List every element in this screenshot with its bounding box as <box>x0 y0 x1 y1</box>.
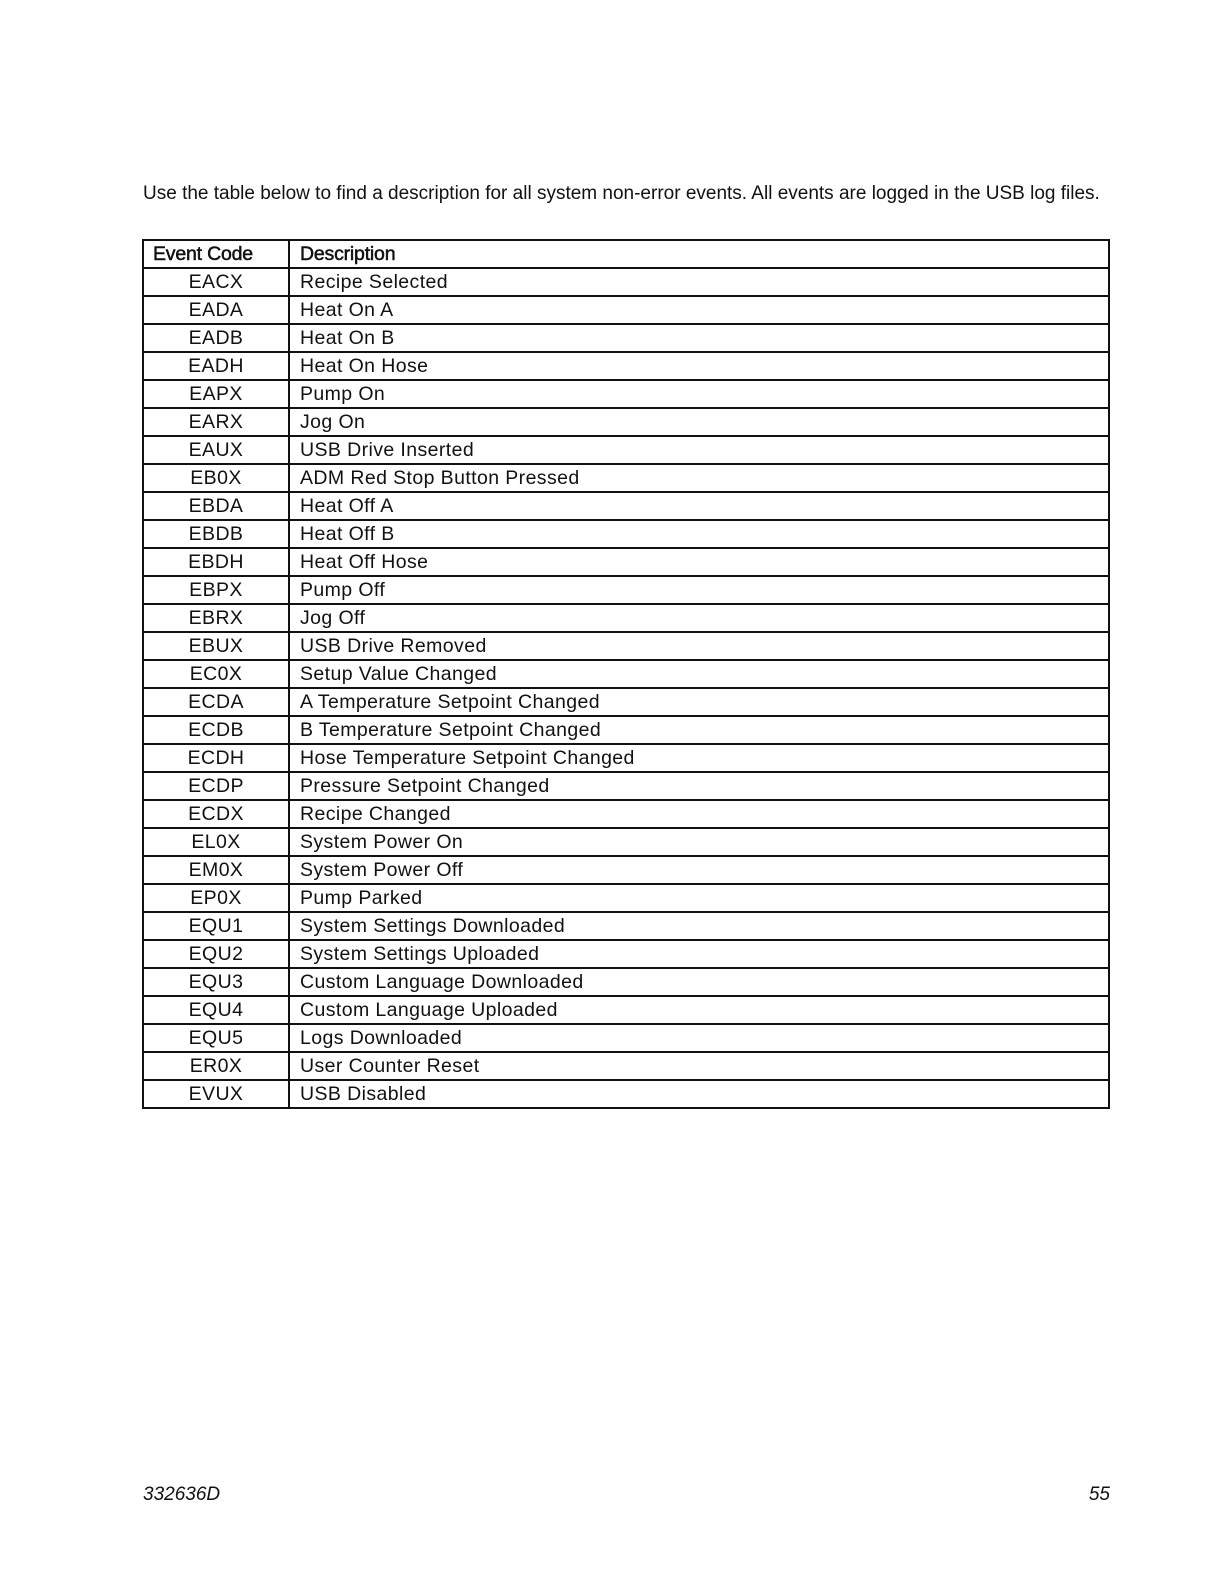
event-code-cell: EADH <box>143 352 289 380</box>
event-code-cell: EARX <box>143 408 289 436</box>
event-code-cell: EADB <box>143 324 289 352</box>
table-row <box>143 660 1109 688</box>
table-row <box>143 744 1109 772</box>
table-row <box>143 576 1109 604</box>
event-description-cell: USB Drive Removed <box>289 632 1109 660</box>
event-code-cell: EQU5 <box>143 1024 289 1052</box>
event-description-cell: Pump On <box>289 380 1109 408</box>
table-row <box>143 884 1109 912</box>
header-event-code: Event Code <box>143 240 289 268</box>
table-row <box>143 856 1109 884</box>
event-description-cell: Pressure Setpoint Changed <box>289 772 1109 800</box>
table-row <box>143 520 1109 548</box>
table-row <box>143 912 1109 940</box>
event-code-cell: EACX <box>143 268 289 296</box>
table-row <box>143 828 1109 856</box>
document-number: 332636D <box>143 1484 221 1505</box>
event-description-cell: Heat Off B <box>289 520 1109 548</box>
table-row <box>143 996 1109 1024</box>
event-code-cell: EP0X <box>143 884 289 912</box>
table-row <box>143 1080 1109 1108</box>
table-row <box>143 800 1109 828</box>
table-row <box>143 352 1109 380</box>
table-body <box>143 268 1109 1108</box>
table-row <box>143 1052 1109 1080</box>
event-code-cell: ER0X <box>143 1052 289 1080</box>
event-description-cell: Recipe Selected <box>289 268 1109 296</box>
event-description-cell: Setup Value Changed <box>289 660 1109 688</box>
event-description-cell: System Power Off <box>289 856 1109 884</box>
table-row <box>143 268 1109 296</box>
table-row <box>143 632 1109 660</box>
event-code-cell: ECDB <box>143 716 289 744</box>
event-code-cell: EBDB <box>143 520 289 548</box>
event-code-cell: EBUX <box>143 632 289 660</box>
header-description: Description <box>289 240 1109 268</box>
page-number: 55 <box>1088 1484 1110 1505</box>
event-description-cell: Recipe Changed <box>289 800 1109 828</box>
event-description-cell: User Counter Reset <box>289 1052 1109 1080</box>
event-description-cell: Heat On Hose <box>289 352 1109 380</box>
table-header-row <box>143 240 1109 268</box>
event-description-cell: System Settings Uploaded <box>289 940 1109 968</box>
event-code-cell: EBRX <box>143 604 289 632</box>
event-code-cell: EM0X <box>143 856 289 884</box>
event-code-cell: EAUX <box>143 436 289 464</box>
table-row <box>143 548 1109 576</box>
event-description-cell: USB Disabled <box>289 1080 1109 1108</box>
event-description-cell: Hose Temperature Setpoint Changed <box>289 744 1109 772</box>
event-description-cell: ADM Red Stop Button Pressed <box>289 464 1109 492</box>
event-code-cell: ECDH <box>143 744 289 772</box>
event-description-cell: USB Drive Inserted <box>289 436 1109 464</box>
event-description-cell: System Settings Downloaded <box>289 912 1109 940</box>
event-code-cell: ECDX <box>143 800 289 828</box>
event-description-cell: B Temperature Setpoint Changed <box>289 716 1109 744</box>
table-row <box>143 604 1109 632</box>
event-code-cell: ECDP <box>143 772 289 800</box>
table-row <box>143 436 1109 464</box>
event-description-cell: Custom Language Uploaded <box>289 996 1109 1024</box>
event-description-cell: Logs Downloaded <box>289 1024 1109 1052</box>
event-code-cell: EQU1 <box>143 912 289 940</box>
table-row <box>143 1024 1109 1052</box>
event-code-cell: EQU3 <box>143 968 289 996</box>
table-row <box>143 296 1109 324</box>
table-row <box>143 492 1109 520</box>
table-row <box>143 716 1109 744</box>
event-code-cell: EVUX <box>143 1080 289 1108</box>
event-code-cell: EBDH <box>143 548 289 576</box>
intro-paragraph: Use the table below to find a description for all system non-error events. All events are logged in the USB log files. <box>143 183 1100 204</box>
event-description-cell: Heat Off A <box>289 492 1109 520</box>
event-code-table <box>142 239 1110 1109</box>
table-row <box>143 772 1109 800</box>
event-description-cell: Jog Off <box>289 604 1109 632</box>
event-description-cell: Custom Language Downloaded <box>289 968 1109 996</box>
table-row <box>143 324 1109 352</box>
table-row <box>143 968 1109 996</box>
table-row <box>143 940 1109 968</box>
event-code-cell: EC0X <box>143 660 289 688</box>
event-description-cell: A Temperature Setpoint Changed <box>289 688 1109 716</box>
event-description-cell: Pump Parked <box>289 884 1109 912</box>
event-code-cell: EBDA <box>143 492 289 520</box>
event-code-cell: EADA <box>143 296 289 324</box>
event-code-cell: ECDA <box>143 688 289 716</box>
event-code-cell: EB0X <box>143 464 289 492</box>
table-row <box>143 464 1109 492</box>
event-code-cell: EAPX <box>143 380 289 408</box>
event-description-cell: Pump Off <box>289 576 1109 604</box>
event-code-cell: EQU4 <box>143 996 289 1024</box>
event-code-cell: EL0X <box>143 828 289 856</box>
event-code-cell: EBPX <box>143 576 289 604</box>
table-row <box>143 408 1109 436</box>
event-description-cell: Heat On B <box>289 324 1109 352</box>
event-description-cell: Jog On <box>289 408 1109 436</box>
event-code-cell: EQU2 <box>143 940 289 968</box>
table-row <box>143 380 1109 408</box>
event-description-cell: Heat On A <box>289 296 1109 324</box>
event-description-cell: Heat Off Hose <box>289 548 1109 576</box>
table-row <box>143 688 1109 716</box>
event-description-cell: System Power On <box>289 828 1109 856</box>
